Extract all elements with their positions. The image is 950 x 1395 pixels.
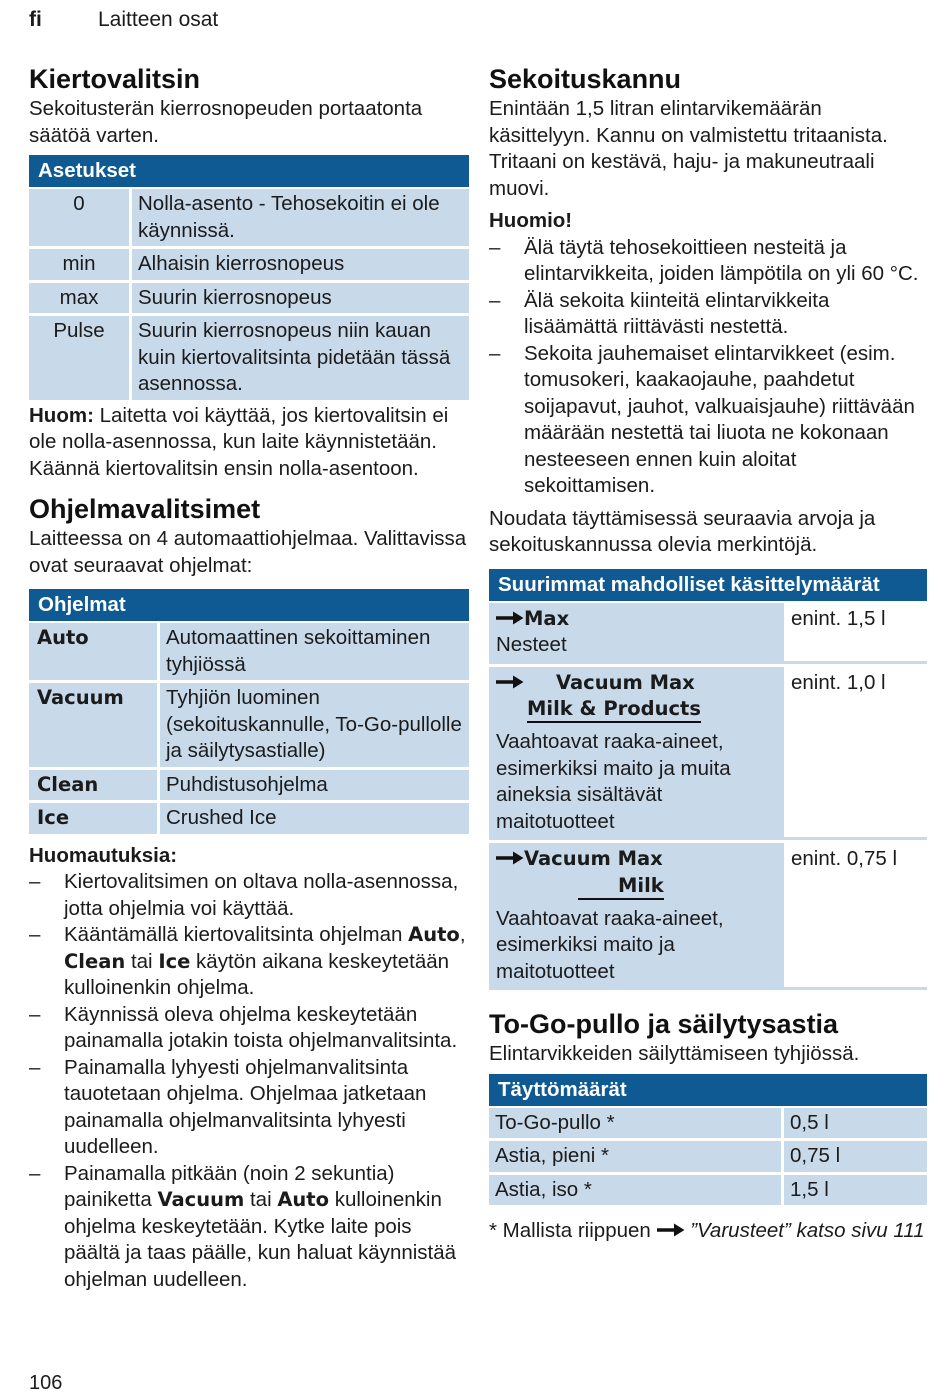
fill-value: 1,5 l [781,1175,927,1206]
dial-heading: Kiertovalitsin [29,64,201,94]
settings-value: Suurin kierrosnopeus [129,283,469,314]
settings-row [29,249,469,280]
mark-milk-products: Milk & Products [527,697,701,723]
fill-amounts-header: Täyttömäärät [489,1074,927,1106]
page-number: 106 [29,1372,63,1394]
jug-heading: Sekoituskannu [489,64,682,94]
arrow-right-icon [496,674,524,690]
footnote [489,1218,927,1245]
list-item: – Painamalla lyhyesti ohjelmanvalitsinta tauotetaan ohjelma. Ohjelmaa jatketaan painamalla ohjelmanvalitsinta lyhyesti uudelleen. [29,1055,469,1161]
arrow-right-icon [496,610,524,626]
jug-intro: Enintään 1,5 litran elintarvikemäärän käsittelyyn. Kannu on valmistettu tritaanista. Tritaani on kestävä, haju- ja makuneutraali muovi. [489,97,888,200]
fill-name: To-Go-pullo * [489,1108,781,1139]
dial-intro: Sekoitusterän kierrosnopeuden portaatonta säätöä varten. [29,97,423,147]
max-row-desc: Nesteet [496,633,567,656]
program-value: Puhdistusohjelma [157,770,469,801]
arrow-right-icon [657,1222,685,1238]
table-row [489,1141,927,1172]
fill-amounts-table [489,1074,927,1209]
settings-table-header: Asetukset [29,155,469,187]
max-row [489,667,927,841]
program-row [29,770,469,801]
program-value: Tyhjiön luominen (sekoituskannulle, To-Go-pullolle ja säilytysastialle) [157,683,469,767]
fill-value: 0,75 l [781,1141,927,1172]
fill-name: Astia, pieni * [489,1141,781,1172]
max-row-label [489,603,781,664]
settings-row [29,316,469,400]
dial-note [29,403,469,483]
mark-vacuum-max-milk: Vacuum Max [496,846,774,873]
list-item: – Sekoita jauhemaiset elintarvikkeet (esim. tomusokeri, kaakaojauhe, paahdetut soijapavut, jauhot, valkuaisjauhe) riittävään määrään nestettä tai liuota ne kokonaan nesteeseen ennen kuin aloitat sekoittamisen. [489,341,927,500]
program-row [29,623,469,680]
page-header-lang: fi [29,8,42,31]
programs-table [29,589,469,837]
settings-key: min [29,249,129,280]
page-header-title: Laitteen osat [98,8,219,31]
program-key: Auto [29,623,157,680]
warning-heading: Huomio! [489,209,573,232]
left-column [29,62,469,1293]
program-notes-heading: Huomautuksia: [29,843,178,867]
warning-list [489,235,927,500]
mark-max: Max [496,606,774,633]
mark-milk: Milk [578,874,664,900]
settings-key: 0 [29,189,129,246]
mark-vacuum-max-milk-products: Vacuum Max [496,670,774,697]
programs-table-header: Ohjelmat [29,589,469,621]
settings-key: max [29,283,129,314]
settings-row [29,189,469,246]
settings-value: Alhaisin kierrosnopeus [129,249,469,280]
list-item: – Kiertovalitsimen on oltava nolla-asennossa, jotta ohjelmia voi käyttää. [29,869,469,922]
list-item: – Käynnissä oleva ohjelma keskeytetään painamalla jotakin toista ohjelmanvalitsinta. [29,1002,469,1055]
settings-value: Nolla-asento - Tehosekoitin ei ole käynnissä. [129,189,469,246]
settings-value: Suurin kierrosnopeus niin kauan kuin kiertovalitsinta pidetään tässä asennossa. [129,316,469,400]
program-value: Crushed Ice [157,803,469,834]
arrow-right-icon [496,850,524,866]
program-notes-list [29,869,469,1293]
max-row-value: enint. 1,0 l [781,667,927,841]
fill-name: Astia, iso * [489,1175,781,1206]
list-item: – Painamalla pitkään (noin 2 sekuntia) painiketta Vacuum tai Auto kulloinenkin ohjelma keskeytetään. Kytke laite pois päältä ja taas päälle, kun haluat käynnistää ohjelman uudelleen. [29,1161,469,1294]
max-row-label [489,843,781,990]
programs-intro: Laitteessa on 4 automaattiohjelmaa. Valittavissa ovat seuraavat ohjelmat: [29,527,467,577]
list-item: – Älä täytä tehosekoittieen nesteitä ja elintarvikkeita, joiden lämpötila on yli 60 °C. [489,235,927,288]
max-quantities-table [489,569,927,994]
max-row-desc: Vaahtoavat raaka-aineet, esimerkiksi maito ja muita aineksia sisältävät maitotuotteet [496,730,731,833]
max-quantities-header: Suurimmat mahdolliset käsittelymäärät [489,569,927,601]
footnote-reference: ”Varusteet” katso sivu 111 [684,1219,925,1242]
settings-row [29,283,469,314]
max-row-value: enint. 1,5 l [781,603,927,664]
settings-key: Pulse [29,316,129,400]
dial-note-label: Huom: [29,403,94,427]
program-key: Clean [29,770,157,801]
togo-intro: Elintarvikkeiden säilyttämiseen tyhjiössä. [489,1042,860,1065]
program-key: Vacuum [29,683,157,767]
max-row-label [489,667,781,841]
list-item: – Älä sekoita kiinteitä elintarvikkeita lisäämättä riittävästi nestettä. [489,288,927,341]
programs-heading: Ohjelmavalitsimet [29,494,261,524]
max-row [489,603,927,664]
right-column [489,62,927,1245]
table-row [489,1175,927,1206]
program-row [29,683,469,767]
footnote-text: * Mallista riippuen [489,1219,657,1242]
dial-note-text: Laitetta voi käyttää, jos kiertovalitsin ei ole nolla-asennossa, kun laite käynnistetään. Käännä kiertovalitsin ensin nolla-asentoon. [29,403,449,480]
fill-instructions: Noudata täyttämisessä seuraavia arvoja ja sekoituskannussa olevia merkintöjä. [489,506,876,556]
max-row-desc: Vaahtoavat raaka-aineet, esimerkiksi maito ja maitotuotteet [496,906,724,983]
program-row [29,803,469,834]
list-item: – Kääntämällä kiertovalitsinta ohjelman Auto, Clean tai Ice käytön aikana keskeytetään kulloinenkin ohjelma. [29,922,469,1002]
max-row [489,843,927,990]
table-row [489,1108,927,1139]
program-value: Automaattinen sekoittaminen tyhjiössä [157,623,469,680]
settings-table [29,155,469,403]
max-row-value: enint. 0,75 l [781,843,927,990]
togo-heading: To-Go-pullo ja säilytysastia [489,1009,839,1039]
fill-value: 0,5 l [781,1108,927,1139]
program-key: Ice [29,803,157,834]
